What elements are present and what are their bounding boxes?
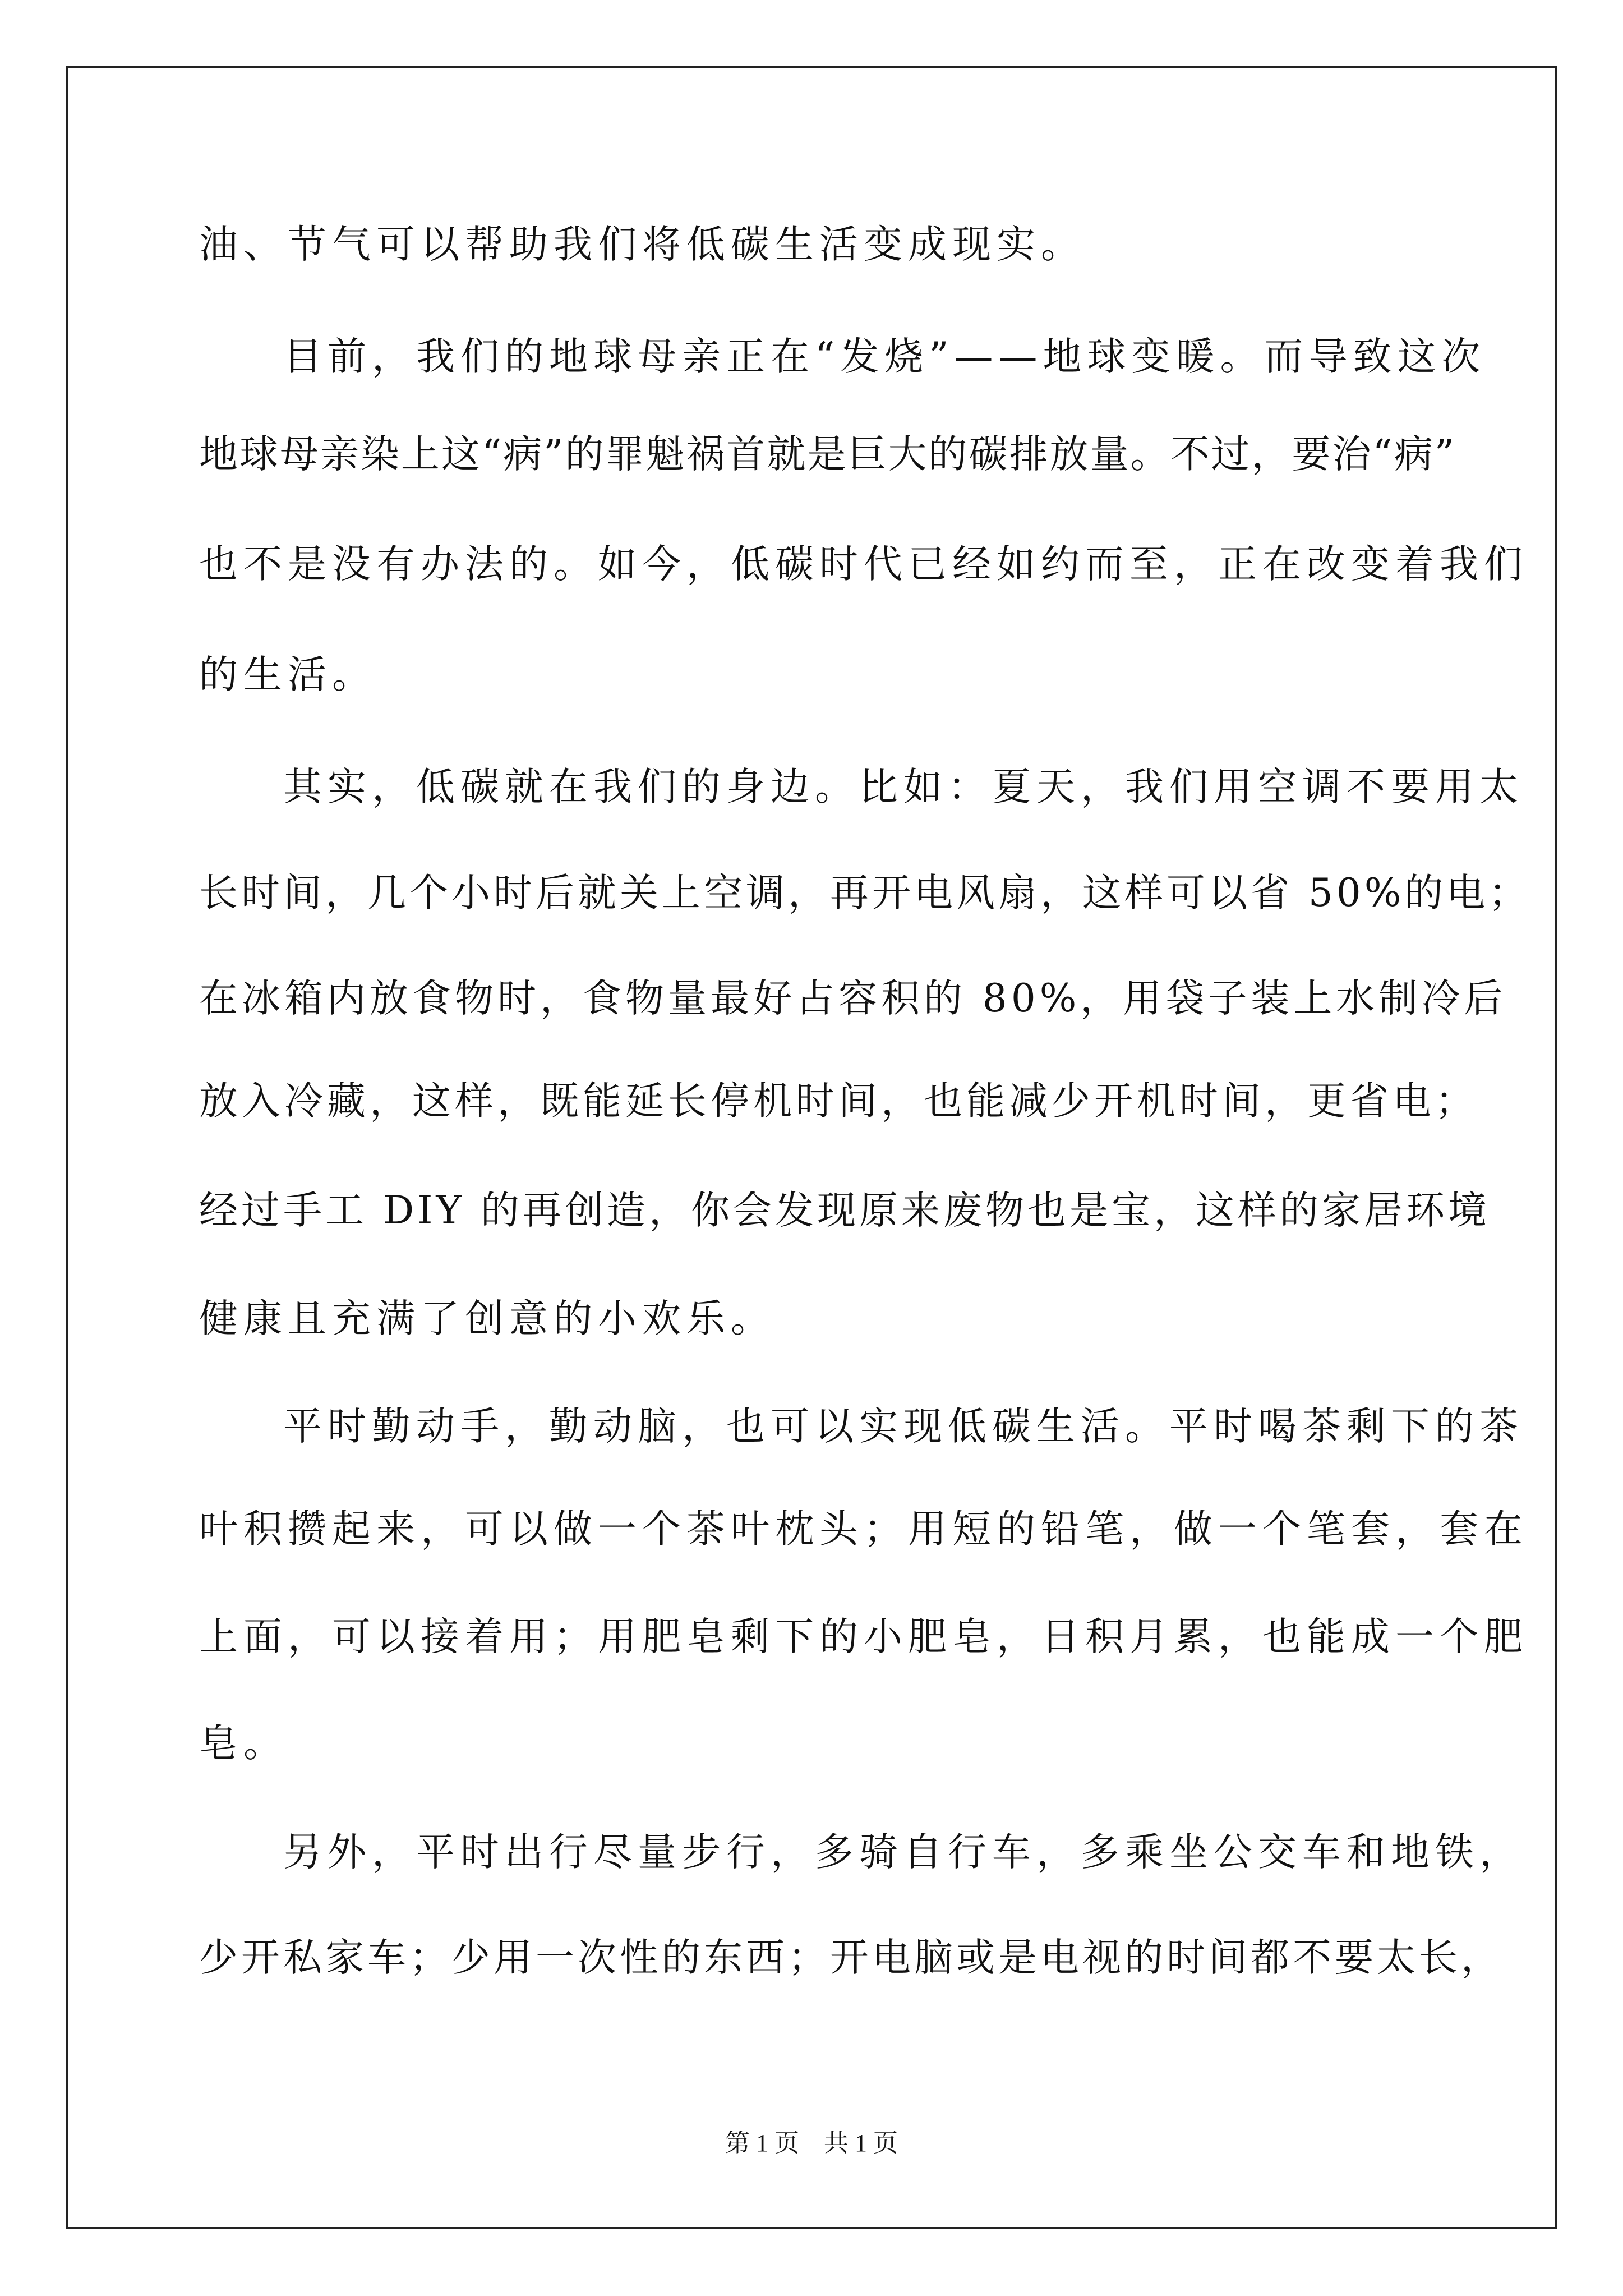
text-line: 在冰箱内放食物时，食物量最好占容积的 80%，用袋子装上水制冷后 <box>199 976 1507 1021</box>
text-line: 另外，平时出行尽量步行，多骑自行车，多乘坐公交车和地铁， <box>283 1830 1524 1875</box>
text-line: 皂。 <box>199 1721 288 1766</box>
text-line: 放入冷藏，这样，既能延长停机时间，也能减少开机时间，更省电； <box>199 1079 1478 1124</box>
text-line: 其实，低碳就在我们的身边。比如：夏天，我们用空调不要用太 <box>283 765 1524 809</box>
text-line: 少开私家车；少用一次性的东西；开电脑或是电视的时间都不要太长， <box>199 1935 1503 1980</box>
page-border <box>66 66 1557 2229</box>
text-line: 油、节气可以帮助我们将低碳生活变成现实。 <box>199 222 1085 267</box>
text-line: 经过手工 DIY 的再创造，你会发现原来废物也是宝，这样的家居环境 <box>199 1188 1490 1233</box>
text-line: 长时间，几个小时后就关上空调，再开电风扇，这样可以省 50%的电； <box>199 871 1531 915</box>
text-line: 的生活。 <box>199 652 376 697</box>
text-line: 上面，可以接着用；用肥皂剩下的小肥皂，日积月累，也能成一个肥 <box>199 1614 1528 1659</box>
text-line: 也不是没有办法的。如今，低碳时代已经如约而至，正在改变着我们 <box>199 542 1528 587</box>
page-footer: 第 1 页 共 1 页 <box>725 2129 898 2157</box>
text-line: 健康且充满了创意的小欢乐。 <box>199 1296 775 1341</box>
text-line: 叶积攒起来，可以做一个茶叶枕头；用短的铅笔，做一个笔套，套在 <box>199 1507 1528 1552</box>
text-line: 目前，我们的地球母亲正在“发烧”——地球变暖。而导致这次 <box>283 334 1486 379</box>
text-line: 平时勤动手，勤动脑，也可以实现低碳生活。平时喝茶剩下的茶 <box>283 1404 1524 1449</box>
text-line: 地球母亲染上这“病”的罪魁祸首就是巨大的碳排放量。不过，要治“病” <box>199 432 1456 477</box>
